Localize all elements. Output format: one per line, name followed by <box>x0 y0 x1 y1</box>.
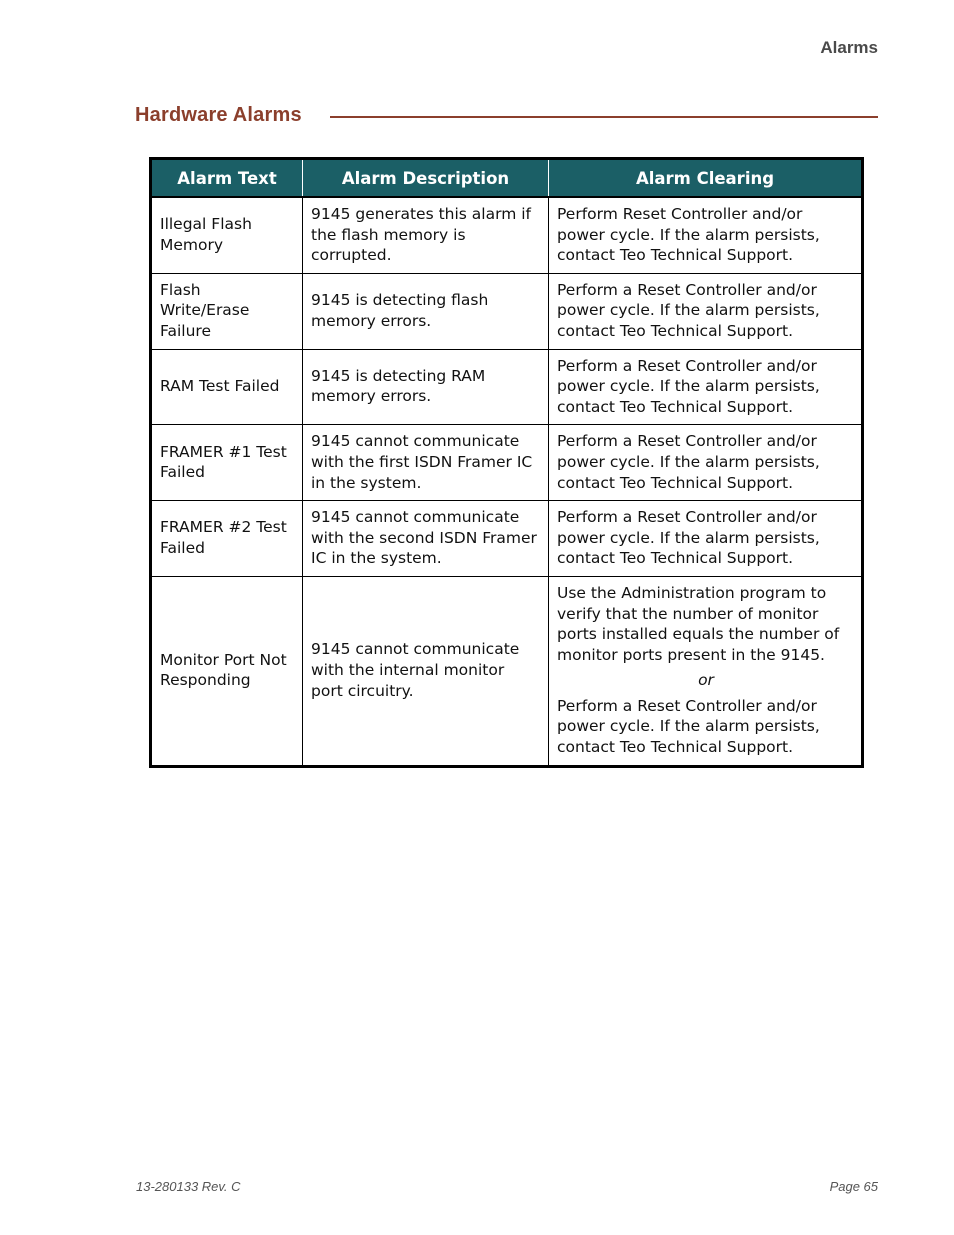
alarm-text-cell: FRAMER #2 Test Failed <box>151 501 303 577</box>
table-header-row <box>151 159 863 198</box>
footer-page-number: Page 65 <box>829 1179 878 1194</box>
running-head: Alarms <box>820 38 878 57</box>
alarm-description-cell: 9145 generates this alarm if the flash memory is corrupted. <box>303 197 549 273</box>
alarm-description-cell: 9145 is detecting RAM memory errors. <box>303 349 549 425</box>
table-row <box>151 425 863 501</box>
alarm-text-cell: Illegal Flash Memory <box>151 197 303 273</box>
alarm-description-cell: 9145 cannot communicate with the first ISDN Framer IC in the system. <box>303 425 549 501</box>
alarm-text-cell: FRAMER #1 Test Failed <box>151 425 303 501</box>
alarm-description-cell: 9145 is detecting flash memory errors. <box>303 273 549 349</box>
alarm-clearing-cell: Perform a Reset Controller and/or power cycle. If the alarm persists, contact Teo Technical Support. <box>549 425 863 501</box>
clearing-option-a: Use the Administration program to verify that the number of monitor ports installed equals the number of monitor ports present in the 9145. <box>557 583 840 664</box>
table-row <box>151 501 863 577</box>
section-title: Hardware Alarms <box>135 104 302 126</box>
alarm-text-cell: RAM Test Failed <box>151 349 303 425</box>
alarm-clearing-cell: Perform a Reset Controller and/or power cycle. If the alarm persists, contact Teo Technical Support. <box>549 349 863 425</box>
table-row <box>151 349 863 425</box>
alarm-clearing-cell: Perform a Reset Controller and/or power cycle. If the alarm persists, contact Teo Technical Support. <box>549 501 863 577</box>
table-row <box>151 576 863 766</box>
alarm-description-cell: 9145 cannot communicate with the internal monitor port circuitry. <box>303 576 549 766</box>
table-row <box>151 273 863 349</box>
footer-doc-number: 13-280133 Rev. C <box>136 1179 241 1194</box>
header-alarm-description: Alarm Description <box>303 159 549 198</box>
alarm-text-cell: Monitor Port Not Responding <box>151 576 303 766</box>
clearing-or-separator: or <box>698 671 714 690</box>
table-row <box>151 197 863 273</box>
alarm-clearing-cell: Perform a Reset Controller and/or power cycle. If the alarm persists, contact Teo Technical Support. <box>549 273 863 349</box>
alarm-clearing-cell <box>549 576 863 766</box>
alarm-clearing-cell: Perform Reset Controller and/or power cycle. If the alarm persists, contact Teo Technical Support. <box>549 197 863 273</box>
header-alarm-text: Alarm Text <box>151 159 303 198</box>
alarm-description-cell: 9145 cannot communicate with the second ISDN Framer IC in the system. <box>303 501 549 577</box>
header-alarm-clearing: Alarm Clearing <box>549 159 863 198</box>
alarm-text-cell: Flash Write/Erase Failure <box>151 273 303 349</box>
hardware-alarms-table <box>149 157 864 768</box>
clearing-option-b: Perform a Reset Controller and/or power cycle. If the alarm persists, contact Teo Technical Support. <box>557 696 820 757</box>
title-rule <box>330 116 878 118</box>
